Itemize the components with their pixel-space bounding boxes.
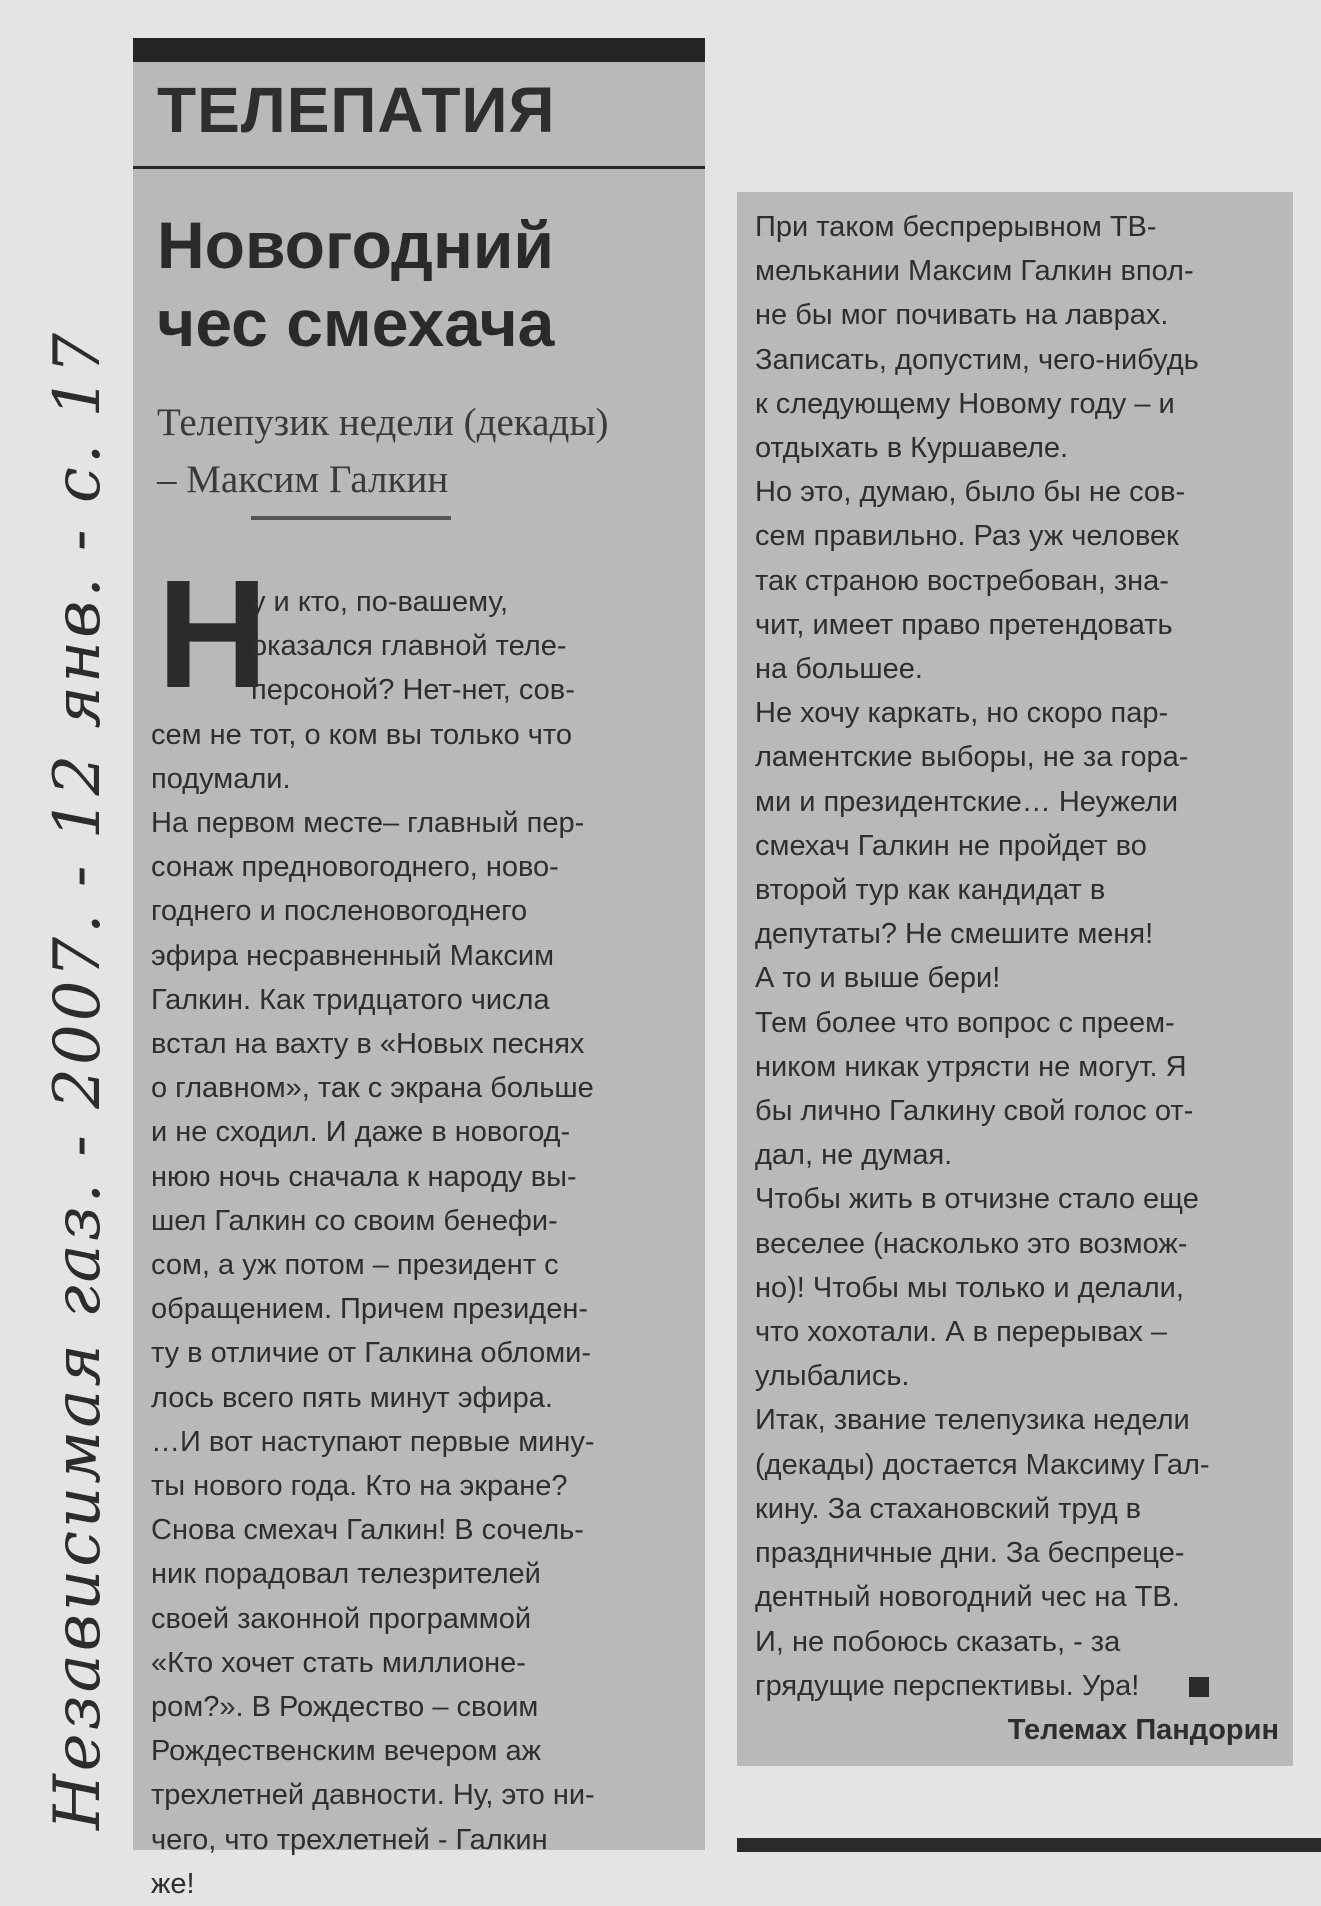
body-line: Снова смехач Галкин! В сочель- bbox=[151, 1514, 584, 1547]
body-line: кину. За стахановский труд в bbox=[755, 1492, 1142, 1525]
body-line: ником никак утрясти не могут. Я bbox=[755, 1050, 1187, 1083]
body-line: ром?». В Рождество – своим bbox=[151, 1691, 539, 1724]
subhead-underline bbox=[251, 516, 451, 520]
body-line: дал, не думая. bbox=[755, 1139, 953, 1172]
body-line: Рождественским вечером аж bbox=[151, 1735, 541, 1768]
body-line: чит, имеет право претендовать bbox=[755, 608, 1173, 641]
body-line: о главном», так с экрана больше bbox=[151, 1072, 594, 1105]
body-line: сем не тот, о ком вы только что bbox=[151, 718, 572, 751]
article-body-column-1 bbox=[151, 548, 695, 1906]
body-line: грядущие перспективы. Ура! bbox=[755, 1664, 1285, 1708]
body-line: к следующему Новому году – и bbox=[755, 387, 1175, 420]
body-line: не бы мог почивать на лаврах. bbox=[755, 299, 1169, 332]
body-line: Итак, звание телепузика недели bbox=[755, 1404, 1190, 1437]
body-line: оказался главной теле- bbox=[251, 630, 567, 663]
body-line: нюю ночь сначала к народу вы- bbox=[151, 1160, 577, 1193]
body-line: сонаж предновогоднего, ново- bbox=[151, 851, 559, 884]
rubric-title: ТЕЛЕПАТИЯ bbox=[157, 74, 556, 146]
body-line: чего, что трехлетней - Галкин bbox=[151, 1823, 548, 1856]
body-line: подумали. bbox=[151, 762, 291, 795]
body-line: При таком беспрерывном ТВ- bbox=[755, 211, 1157, 243]
rubric-divider bbox=[133, 166, 705, 169]
bottom-rule bbox=[737, 1838, 1321, 1852]
body-line: Галкин. Как тридцатого числа bbox=[151, 983, 550, 1016]
body-line: смехач Галкин не пройдет во bbox=[755, 829, 1147, 862]
body-line: веселее (насколько это возмож- bbox=[755, 1227, 1188, 1260]
body-line: своей законной программой bbox=[151, 1602, 532, 1635]
body-line: обращением. Причем президен- bbox=[151, 1293, 588, 1326]
body-line: встал на вахту в «Новых песнях bbox=[151, 1028, 585, 1061]
author-byline: Телемах Пандорин bbox=[1007, 1713, 1279, 1746]
article-subheading bbox=[157, 394, 697, 508]
body-line: но)! Чтобы мы только и делали, bbox=[755, 1271, 1184, 1304]
headline-line: Новогодний bbox=[157, 208, 554, 282]
article-column-1 bbox=[133, 38, 705, 1900]
subhead-line: Телепузик недели (декады) bbox=[157, 401, 609, 444]
drop-cap: Н bbox=[157, 548, 269, 720]
body-line: бы лично Галкину свой голос от- bbox=[755, 1095, 1194, 1128]
body-line: что хохотали. А в перерывах – bbox=[755, 1316, 1168, 1349]
body-line: сом, а уж потом – президент с bbox=[151, 1249, 559, 1282]
subhead-line: – Максим Галкин bbox=[157, 458, 449, 501]
body-line: Но это, думаю, было бы не сов- bbox=[755, 476, 1186, 509]
body-line: и не сходил. И даже в новогод- bbox=[151, 1116, 571, 1149]
headline-line: чес смехача bbox=[157, 286, 555, 360]
body-line: персоной? Нет-нет, сов- bbox=[251, 674, 575, 707]
body-line: Чтобы жить в отчизне стало еще bbox=[755, 1183, 1199, 1216]
body-line: ми и президентские… Неужели bbox=[755, 785, 1179, 818]
body-line: праздничные дни. За беспреце- bbox=[755, 1537, 1185, 1570]
body-line: мелькании Максим Галкин впол- bbox=[755, 255, 1194, 288]
body-line: эфира несравненный Максим bbox=[151, 939, 555, 972]
article-headline bbox=[157, 206, 697, 362]
body-line: годнего и посленовогоднего bbox=[151, 895, 528, 928]
body-line: ту в отличие от Галкина обломи- bbox=[151, 1337, 592, 1370]
body-line: И, не побоюсь сказать, - за bbox=[755, 1625, 1121, 1658]
article-column-2 bbox=[737, 192, 1293, 1766]
body-line: ник порадовал телезрителей bbox=[151, 1558, 541, 1591]
top-rule bbox=[133, 38, 705, 62]
body-line: на большее. bbox=[755, 653, 923, 686]
body-line: так страною востребован, зна- bbox=[755, 564, 1169, 597]
body-line: На первом месте– главный пер- bbox=[151, 807, 585, 840]
body-line: улыбались. bbox=[755, 1360, 910, 1393]
body-line: …И вот наступают первые мину- bbox=[151, 1425, 595, 1458]
body-line: дентный новогодний чес на ТВ. bbox=[755, 1581, 1180, 1614]
body-line: второй тур как кандидат в bbox=[755, 874, 1106, 907]
body-line: сем правильно. Раз уж человек bbox=[755, 520, 1179, 553]
end-mark-icon bbox=[1189, 1677, 1209, 1697]
body-line: Тем более что вопрос с преем- bbox=[755, 1006, 1175, 1039]
body-line: Не хочу каркать, но скоро пар- bbox=[755, 697, 1169, 730]
body-line: депутаты? Не смешите меня! bbox=[755, 918, 1154, 951]
body-line: (декады) достается Максиму Гал- bbox=[755, 1448, 1210, 1481]
body-line: трехлетней давности. Ну, это ни- bbox=[151, 1779, 595, 1812]
body-line: А то и выше бери! bbox=[755, 962, 1001, 995]
body-line: ты нового года. Кто на экране? bbox=[151, 1470, 568, 1503]
article-body-column-2 bbox=[755, 205, 1285, 1752]
body-line: «Кто хочет стать миллионе- bbox=[151, 1646, 526, 1679]
body-line: ламентские выборы, не за гора- bbox=[755, 741, 1189, 774]
body-line: у и кто, по-вашему, bbox=[251, 586, 509, 618]
body-line: отдыхать в Куршавеле. bbox=[755, 432, 1069, 465]
handwritten-source-note: Независимая газ. - 2007. - 12 янв. - с. 17 bbox=[41, 330, 115, 1830]
body-line: шел Галкин со своим бенефи- bbox=[151, 1204, 558, 1237]
body-line: же! bbox=[151, 1867, 195, 1900]
body-line: Записать, допустим, чего-нибудь bbox=[755, 343, 1199, 376]
body-line: лось всего пять минут эфира. bbox=[151, 1381, 553, 1414]
